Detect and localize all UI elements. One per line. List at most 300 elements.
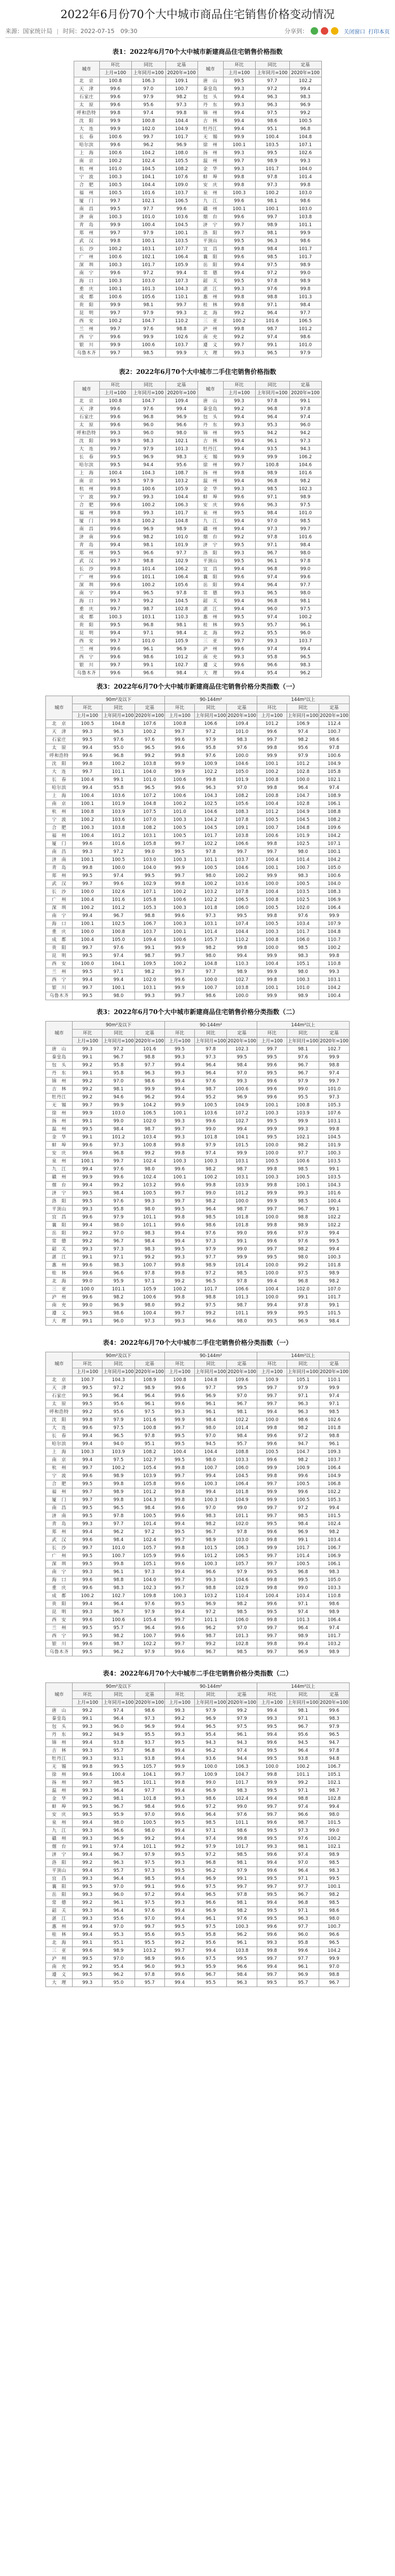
- index-value: 99.2: [287, 1262, 319, 1270]
- index-value: 99.8: [165, 1496, 195, 1504]
- index-value: 103.4: [287, 1592, 319, 1600]
- index-value: 98.5: [227, 1648, 257, 1656]
- index-value: 99.6: [73, 1262, 102, 1270]
- index-value: 104.8: [289, 133, 321, 141]
- index-value: 97.4: [195, 1150, 227, 1158]
- index-value: 99.7: [165, 1198, 195, 1206]
- index-value: 97.7: [195, 1384, 227, 1392]
- table-row: [74, 421, 321, 429]
- index-value: 96.8: [255, 477, 289, 485]
- index-value: 104.8: [195, 1376, 227, 1384]
- city-name: 南 昌: [46, 848, 73, 856]
- index-value: 100.1: [102, 984, 135, 992]
- index-value: 98.1: [165, 621, 198, 629]
- index-value: 95.5: [195, 1979, 227, 1987]
- city-name: 青 岛: [46, 1520, 73, 1528]
- city-name: 大 连: [46, 1424, 73, 1432]
- index-value: 99.9: [257, 968, 287, 976]
- index-value: 100.3: [195, 1158, 227, 1166]
- index-value: 99.0: [227, 1504, 257, 1512]
- index-value: 96.6: [255, 661, 289, 669]
- index-value: 109.1: [165, 77, 198, 85]
- city-name: 武 汉: [74, 237, 99, 245]
- table-row: [46, 1512, 350, 1520]
- index-value: 99.5: [73, 1560, 102, 1568]
- index-value: 99.5: [223, 557, 255, 565]
- city-name: 深 圳: [46, 904, 73, 912]
- index-value: 98.4: [227, 1971, 257, 1979]
- city-name: 九 江: [46, 1166, 73, 1174]
- index-value: 96.5: [131, 589, 165, 597]
- city-name: 扬 州: [46, 1118, 73, 1126]
- index-value: 102.0: [131, 125, 165, 133]
- index-value: 99.7: [131, 133, 165, 141]
- index-value: 107.6: [165, 173, 198, 181]
- index-value: 97.2: [102, 1384, 135, 1392]
- index-value: 96.2: [289, 669, 321, 677]
- index-value: 99.4: [165, 1723, 195, 1731]
- index-value: 101.3: [227, 1294, 257, 1302]
- index-value: 96.7: [287, 1723, 319, 1731]
- index-value: 99.7: [255, 213, 289, 221]
- index-value: 95.4: [195, 1731, 227, 1739]
- header-metric: 定基: [135, 1360, 164, 1368]
- city-name: 无 锡: [46, 1763, 73, 1771]
- city-name: 蚌 埠: [198, 493, 223, 501]
- table-row: [46, 736, 350, 744]
- index-value: 105.5: [165, 157, 198, 165]
- index-value: 99.5: [257, 1608, 287, 1616]
- index-value: 98.8: [131, 557, 165, 565]
- index-value: 99.7: [257, 1046, 287, 1054]
- index-value: 98.4: [135, 1504, 164, 1512]
- index-value: 96.6: [227, 1963, 257, 1971]
- city-name: 温 州: [46, 1787, 73, 1795]
- index-value: 100.0: [227, 1198, 257, 1206]
- index-value: 97.0: [135, 1915, 164, 1923]
- index-value: 99.7: [165, 968, 195, 976]
- table-row: [74, 309, 321, 317]
- city-name: 南 宁: [74, 269, 99, 277]
- index-value: 97.5: [287, 1270, 319, 1278]
- index-value: 99.5: [257, 1755, 287, 1763]
- index-value: 99.2: [73, 1408, 102, 1416]
- index-value: 96.2: [135, 1094, 164, 1102]
- index-value: 103.7: [319, 1456, 349, 1464]
- index-value: 96.7: [102, 1054, 135, 1062]
- index-value: 99.5: [73, 1803, 102, 1811]
- index-value: 99.6: [73, 1771, 102, 1779]
- index-value: 104.9: [319, 760, 349, 768]
- city-name: 吉 林: [198, 117, 223, 125]
- index-value: 108.2: [319, 816, 349, 824]
- city-name: 洛 阳: [198, 229, 223, 237]
- index-value: 106.4: [165, 253, 198, 261]
- index-value: 100.3: [165, 904, 195, 912]
- index-value: 100.6: [165, 936, 195, 944]
- index-value: 100.6: [99, 149, 131, 157]
- index-value: 100.1: [257, 864, 287, 872]
- index-value: 99.4: [165, 405, 198, 413]
- index-value: 99.2: [73, 1062, 102, 1070]
- index-value: 100.3: [257, 1110, 287, 1118]
- index-value: 98.0: [287, 1254, 319, 1262]
- index-value: 99.6: [165, 1971, 195, 1979]
- index-value: 99.6: [257, 1456, 287, 1464]
- index-value: 99.7: [257, 736, 287, 744]
- index-value: 102.1: [319, 776, 349, 784]
- header-metric: 定基: [227, 1691, 257, 1699]
- city-name: 成 都: [46, 936, 73, 944]
- index-value: 99.7: [73, 768, 102, 776]
- wechat-share-icon[interactable]: [311, 27, 318, 35]
- index-value: 99.8: [257, 1472, 287, 1480]
- index-value: 101.7: [165, 133, 198, 141]
- table-row: [46, 864, 350, 872]
- index-value: 110.7: [319, 936, 349, 944]
- index-value: 104.2: [131, 149, 165, 157]
- index-value: 99.8: [257, 1640, 287, 1648]
- index-value: 104.5: [287, 816, 319, 824]
- city-name: 金 华: [46, 1795, 73, 1803]
- index-value: 97.7: [165, 549, 198, 557]
- index-value: 99.0: [227, 1230, 257, 1238]
- index-value: 105.3: [319, 1496, 349, 1504]
- city-name: 上 海: [46, 1448, 73, 1456]
- index-value: 98.1: [102, 1086, 135, 1094]
- table-row: [46, 1480, 350, 1488]
- index-value: 93.1: [102, 1755, 135, 1763]
- index-value: 99.7: [257, 1803, 287, 1811]
- city-name: 广 州: [74, 573, 99, 581]
- table-row: [46, 920, 350, 928]
- index-value: 99.5: [257, 1118, 287, 1126]
- index-value: 101.3: [289, 293, 321, 301]
- close-window-link[interactable]: 关闭窗口: [344, 29, 365, 35]
- index-value: 99.5: [165, 1867, 195, 1875]
- city-name: 长 春: [46, 776, 73, 784]
- index-value: 97.0: [135, 1811, 164, 1819]
- index-value: 97.0: [319, 1963, 349, 1971]
- table-row: [46, 1747, 350, 1755]
- index-value: 98.2: [131, 533, 165, 541]
- index-value: 100.2: [165, 1286, 195, 1294]
- table-row: [46, 1142, 350, 1150]
- city-name: 昆 明: [74, 309, 99, 317]
- table-row: [74, 493, 321, 501]
- index-value: 99.5: [165, 1432, 195, 1440]
- city-name: 西 安: [46, 960, 73, 968]
- index-value: 98.3: [131, 437, 165, 445]
- city-name: 重 庆: [74, 605, 99, 613]
- city-name: 济 宁: [46, 1851, 73, 1859]
- index-value: 97.4: [319, 1624, 349, 1632]
- index-value: 101.2: [257, 808, 287, 816]
- table-row: [74, 565, 321, 573]
- index-value: 97.3: [102, 1246, 135, 1254]
- index-value: 97.1: [287, 1392, 319, 1400]
- index-value: 96.6: [195, 1899, 227, 1907]
- city-name: 牡丹江: [198, 445, 223, 453]
- index-value: 99.6: [257, 1923, 287, 1931]
- header-metric: 定基: [289, 381, 321, 389]
- header-metric: 环比: [257, 704, 287, 712]
- category-index-table: [45, 696, 350, 1000]
- index-value: 96.3: [287, 1400, 319, 1408]
- index-value: 99.7: [227, 1883, 257, 1891]
- index-value: 97.4: [287, 1851, 319, 1859]
- index-value: 96.5: [319, 1731, 349, 1739]
- index-value: 99.3: [73, 1827, 102, 1835]
- index-value: 98.3: [135, 1230, 164, 1238]
- city-name: 贵 阳: [74, 621, 99, 629]
- city-name: 西 宁: [46, 1632, 73, 1640]
- index-value: 99.4: [257, 1408, 287, 1416]
- table-row: [46, 1963, 350, 1971]
- index-value: 95.4: [255, 669, 289, 677]
- table-row: [46, 1739, 350, 1747]
- index-value: 99.5: [257, 1827, 287, 1835]
- index-value: 97.9: [131, 477, 165, 485]
- index-value: 99.8: [257, 744, 287, 752]
- table-row: [46, 1246, 350, 1254]
- index-value: 99.3: [223, 485, 255, 493]
- index-value: 98.6: [135, 1707, 164, 1715]
- index-value: 110.3: [165, 613, 198, 621]
- index-value: 96.7: [102, 1803, 135, 1811]
- table-row: [74, 653, 321, 661]
- city-name: 重 庆: [46, 928, 73, 936]
- category-index-table: [45, 1682, 350, 1987]
- table-caption: 表1：2022年6月70个大中城市新建商品住宅销售价格指数: [112, 48, 283, 55]
- index-value: 98.4: [227, 1432, 257, 1440]
- table-row: [74, 197, 321, 205]
- index-value: 99.5: [73, 1624, 102, 1632]
- index-value: 98.4: [102, 1126, 135, 1134]
- index-value: 96.4: [102, 1715, 135, 1723]
- index-value: 99.6: [73, 1270, 102, 1278]
- index-value: 98.8: [135, 1054, 164, 1062]
- print-page-link[interactable]: 打印本页: [368, 29, 390, 35]
- city-name: 沈 阳: [74, 117, 99, 125]
- header-base: 2020年=100: [227, 1038, 257, 1046]
- index-value: 99.1: [135, 1883, 164, 1891]
- index-value: 99.5: [223, 277, 255, 285]
- index-value: 97.4: [255, 573, 289, 581]
- index-value: 103.7: [165, 341, 198, 349]
- city-name: 常 德: [46, 1899, 73, 1907]
- index-value: 98.9: [195, 1536, 227, 1544]
- index-value: 99.3: [165, 1731, 195, 1739]
- index-value: 97.3: [102, 1142, 135, 1150]
- header-base: 2020年=100: [227, 712, 257, 720]
- index-value: 101.1: [102, 768, 135, 776]
- index-value: 98.7: [195, 1632, 227, 1640]
- index-value: 99.4: [165, 1835, 195, 1843]
- index-value: 94.4: [227, 1755, 257, 1763]
- header-base: 2020年=100: [319, 1368, 349, 1376]
- city-name: 扬 州: [46, 1779, 73, 1787]
- index-value: 98.8: [102, 1576, 135, 1584]
- index-value: 97.5: [255, 261, 289, 269]
- index-value: 98.5: [131, 349, 165, 357]
- index-value: 99.8: [257, 976, 287, 984]
- table-row: [74, 245, 321, 253]
- city-name: 长 沙: [74, 245, 99, 253]
- index-value: 100.4: [102, 1771, 135, 1779]
- index-value: 102.0: [287, 1286, 319, 1294]
- index-value: 99.6: [99, 669, 131, 677]
- index-value: 96.6: [102, 1270, 135, 1278]
- index-value: 95.8: [102, 784, 135, 792]
- qzone-share-icon[interactable]: [331, 27, 338, 35]
- index-value: 99.0: [227, 1246, 257, 1254]
- table-row: [46, 1286, 350, 1294]
- index-value: 99.6: [319, 1707, 349, 1715]
- index-value: 99.6: [257, 1528, 287, 1536]
- index-value: 100.0: [257, 880, 287, 888]
- index-value: 102.7: [227, 1118, 257, 1126]
- index-value: 99.5: [73, 1971, 102, 1979]
- header-base: 上年同月=100: [195, 712, 227, 720]
- table-row: [46, 1803, 350, 1811]
- city-name: 郑 州: [74, 229, 99, 237]
- city-name: 烟 台: [46, 1843, 73, 1851]
- weibo-share-icon[interactable]: [321, 27, 328, 35]
- header-base: 2020年=100: [135, 1699, 164, 1707]
- index-value: 99.4: [223, 413, 255, 421]
- city-name: 岳 阳: [46, 1230, 73, 1238]
- index-value: 99.8: [165, 1779, 195, 1787]
- index-value: 96.0: [289, 629, 321, 637]
- index-value: 96.3: [287, 1408, 319, 1416]
- index-value: 99.9: [319, 912, 349, 920]
- index-value: 99.5: [102, 1763, 135, 1771]
- index-value: 99.5: [165, 1456, 195, 1464]
- index-value: 103.7: [227, 856, 257, 864]
- index-value: 96.1: [319, 1440, 349, 1448]
- header-group: 90m²及以下: [73, 1683, 165, 1691]
- index-value: 107.5: [135, 808, 164, 816]
- table-row: [46, 1867, 350, 1875]
- index-value: 103.8: [227, 832, 257, 840]
- city-name: 三 亚: [198, 317, 223, 325]
- index-value: 100.9: [195, 1771, 227, 1779]
- index-value: 99.5: [287, 1310, 319, 1318]
- index-value: 99.5: [287, 1576, 319, 1584]
- index-value: 97.6: [195, 1078, 227, 1086]
- index-value: 99.6: [99, 533, 131, 541]
- table-row: [46, 784, 350, 792]
- index-value: 100.5: [195, 1102, 227, 1110]
- table-body: [46, 1376, 350, 1656]
- index-value: 104.2: [319, 856, 349, 864]
- index-value: 97.3: [135, 1867, 164, 1875]
- index-value: 98.2: [287, 1142, 319, 1150]
- header-group: 144m²以上: [257, 1683, 349, 1691]
- index-value: 94.3: [227, 1739, 257, 1747]
- table-header: [46, 1022, 350, 1046]
- index-value: 99.9: [165, 1763, 195, 1771]
- index-value: 104.7: [287, 792, 319, 800]
- index-value: 99.9: [165, 1102, 195, 1110]
- index-value: 100.4: [257, 800, 287, 808]
- index-value: 99.3: [223, 85, 255, 93]
- index-value: 99.5: [73, 1811, 102, 1819]
- header-metric: 同比: [131, 61, 165, 69]
- index-value: 100.7: [102, 1552, 135, 1560]
- index-value: 102.2: [319, 1222, 349, 1230]
- index-value: 98.5: [255, 253, 289, 261]
- index-value: 99.2: [73, 1795, 102, 1803]
- index-value: 99.3: [73, 1891, 102, 1899]
- index-value: 99.6: [165, 1392, 195, 1400]
- index-value: 95.6: [131, 101, 165, 109]
- city-name: 济 南: [46, 1512, 73, 1520]
- table-row: [46, 728, 350, 736]
- index-value: 97.1: [131, 629, 165, 637]
- table-row: [74, 533, 321, 541]
- index-value: 99.6: [165, 736, 195, 744]
- table-row: [46, 1166, 350, 1174]
- index-value: 101.0: [289, 341, 321, 349]
- index-value: 99.7: [73, 1496, 102, 1504]
- index-value: 100.2: [257, 768, 287, 776]
- index-value: 99.5: [99, 453, 131, 461]
- index-value: 104.4: [131, 181, 165, 189]
- index-value: 102.7: [165, 661, 198, 669]
- table-row: [46, 1230, 350, 1238]
- table-row: [46, 1376, 350, 1384]
- index-value: 97.0: [131, 85, 165, 93]
- header-group: 90-144m²: [165, 1352, 257, 1360]
- index-value: 99.4: [195, 1472, 227, 1480]
- index-value: 96.8: [255, 597, 289, 605]
- city-name: 乌鲁木齐: [46, 992, 73, 1000]
- index-value: 101.0: [99, 165, 131, 173]
- index-value: 95.5: [255, 629, 289, 637]
- index-value: 98.0: [135, 1206, 164, 1214]
- index-value: 95.8: [195, 1931, 227, 1939]
- index-value: 100.5: [195, 864, 227, 872]
- index-value: 104.3: [195, 792, 227, 800]
- index-value: 102.0: [287, 904, 319, 912]
- index-value: 104.7: [227, 1771, 257, 1779]
- index-value: 98.3: [195, 1512, 227, 1520]
- index-value: 99.3: [223, 165, 255, 173]
- index-value: 107.0: [319, 1286, 349, 1294]
- index-value: 103.6: [102, 816, 135, 824]
- index-value: 98.6: [319, 1600, 349, 1608]
- index-value: 98.0: [319, 1811, 349, 1819]
- index-value: 99.5: [223, 541, 255, 549]
- index-value: 98.0: [102, 1222, 135, 1230]
- index-value: 104.9: [227, 1102, 257, 1110]
- index-value: 103.2: [195, 1592, 227, 1600]
- index-value: 101.1: [287, 1771, 319, 1779]
- index-value: 99.9: [73, 1110, 102, 1118]
- index-value: 101.9: [287, 832, 319, 840]
- index-value: 99.5: [257, 1254, 287, 1262]
- table-row: [46, 1715, 350, 1723]
- index-value: 96.4: [287, 1867, 319, 1875]
- index-value: 101.7: [319, 1632, 349, 1640]
- index-value: 99.3: [73, 1835, 102, 1843]
- index-value: 99.6: [165, 1560, 195, 1568]
- index-value: 100.2: [165, 800, 195, 808]
- index-value: 96.5: [195, 1278, 227, 1286]
- index-value: 100.6: [227, 1086, 257, 1094]
